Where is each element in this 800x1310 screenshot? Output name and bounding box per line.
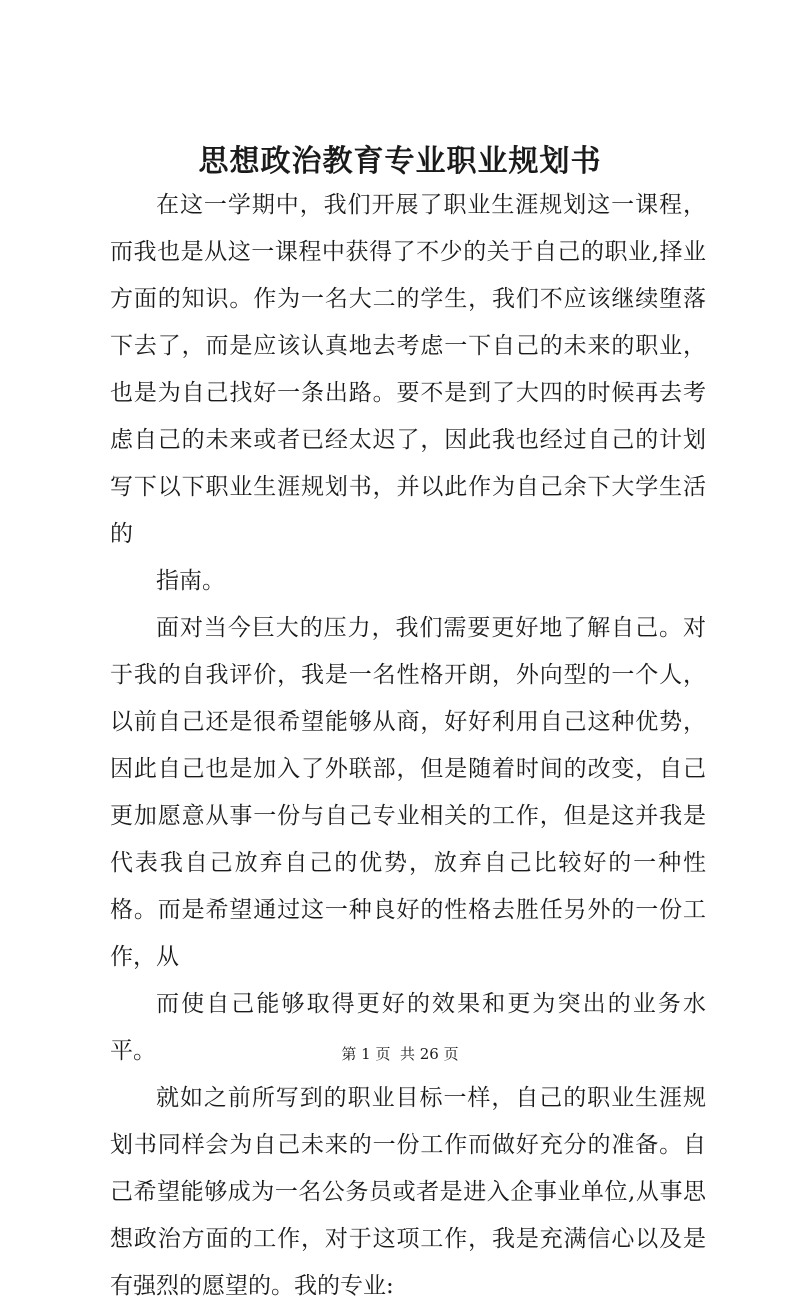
document-title: 思想政治教育专业职业规划书 xyxy=(198,144,602,179)
paragraph-5: 就如之前所写到的职业目标一样，自己的职业生涯规划书同样会为自己未来的一份工作而做好充分的准备。自己希望能够成为一名公务员或者是进入企事业单位,从事思想政治方面的工作，对于这项工作，我是充满信心以及是有强烈的愿望的。我的专业: xyxy=(110,1085,706,1299)
paragraph-4: 而使自己能够取得更好的效果和更为突出的业务水平。 xyxy=(110,991,706,1064)
page-number-label: 第 1 页 共 26 页 xyxy=(341,1045,459,1063)
page-footer xyxy=(0,1044,800,1064)
paragraph-1: 在这一学期中，我们开展了职业生涯规划这一课程，而我也是从这一课程中获得了不少的关于自己的职业,择业方面的知识。作为一名大二的学生，我们不应该继续堕落下去了，而是应该认真地去考虑一下自己的未来的职业，也是为自己找好一条出路。要不是到了大四的时候再去考虑自己的未来或者已经太迟了，因此我也经过自己的计划写下以下职业生涯规划书，并以此作为自己余下大学生活的 xyxy=(110,192,706,547)
paragraph-2: 指南。 xyxy=(156,568,225,594)
paragraph-3: 面对当今巨大的压力，我们需要更好地了解自己。对于我的自我评价，我是一名性格开朗，外向型的一个人，以前自己还是很希望能够从商，好好利用自己这种优势，因此自己也是加入了外联部，但是随着时间的改变，自己更加愿意从事一份与自己专业相关的工作，但是这并我是代表我自己放弃自己的优势，放弃自己比较好的一种性格。而是希望通过这一种良好的性格去胜任另外的一份工作，从 xyxy=(110,615,706,970)
document-body xyxy=(110,182,706,1310)
